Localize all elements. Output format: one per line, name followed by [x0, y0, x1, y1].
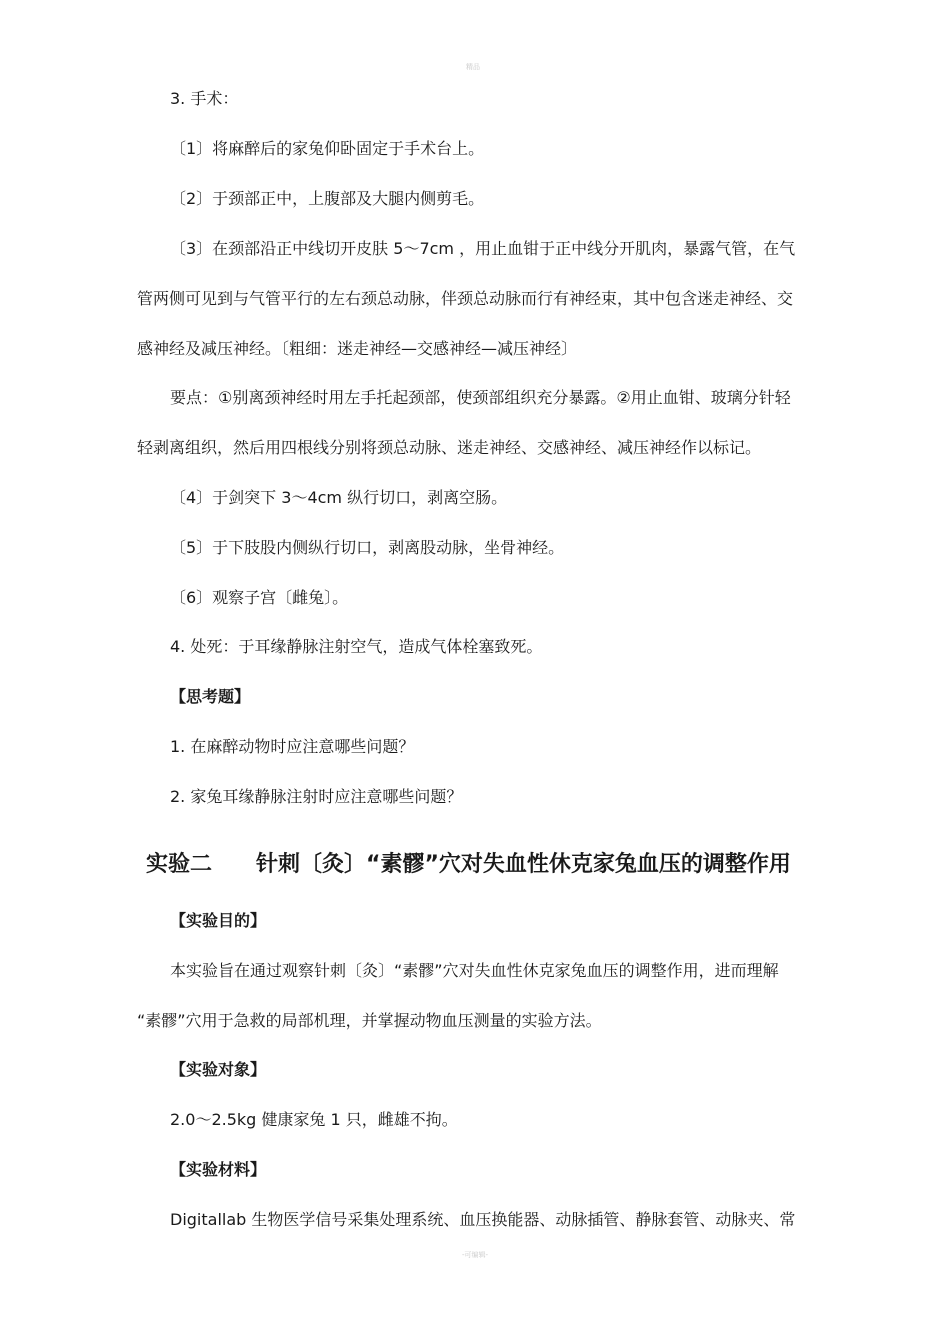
purpose-line-1: 本实验旨在通过观察针刺〔灸〕“素髎”穴对失血性休克家兔血压的调整作用，进而理解	[170, 961, 779, 980]
header-watermark: 精品	[466, 63, 480, 71]
key-points-line-2: 轻剥离组织，然后用四根线分别将颈总动脉、迷走神经、交感神经、减压神经作以标记。	[137, 438, 762, 457]
subject-text: 2.0～2.5kg 健康家兔 1 只，雌雄不拘。	[170, 1110, 458, 1129]
section-4-text: 4. 处死：于耳缘静脉注射空气，造成气体栓塞致死。	[170, 637, 543, 656]
materials-text: Digitallab 生物医学信号采集处理系统、血压换能器、动脉插管、静脉套管、动脉夹、常	[170, 1210, 796, 1229]
step-4-text: 〔4〕于剑突下 3～4cm 纵行切口，剥离空肠。	[170, 488, 508, 507]
step-6-text: 〔6〕观察子宫〔雌兔〕。	[170, 588, 349, 607]
experiment-title-text: 针刺〔灸〕“素髎”穴对失血性休克家兔血压的调整作用	[256, 852, 791, 877]
materials-heading: 【实验材料】	[170, 1160, 267, 1179]
footer-watermark: -可编辑-	[462, 1251, 489, 1259]
question-1: 1. 在麻醉动物时应注意哪些问题？	[170, 737, 415, 756]
step-3-line-1: 〔3〕在颈部沿正中线切开皮肤 5～7cm ，用止血钳于正中线分开肌肉，暴露气管，在气	[170, 239, 796, 258]
questions-heading: 【思考题】	[170, 687, 251, 706]
step-3-line-2: 管两侧可见到与气管平行的左右颈总动脉，伴颈总动脉而行有神经束，其中包含迷走神经、交	[137, 289, 794, 308]
experiment-title	[146, 850, 791, 880]
step-1-text: 〔1〕将麻醉后的家兔仰卧固定于手术台上。	[170, 139, 485, 158]
subject-heading: 【实验对象】	[170, 1060, 267, 1079]
step-5-text: 〔5〕于下肢股内侧纵行切口，剥离股动脉，坐骨神经。	[170, 538, 565, 557]
experiment-number: 实验二	[146, 852, 213, 877]
purpose-heading: 【实验目的】	[170, 911, 267, 930]
purpose-line-2: “素髎”穴用于急救的局部机理，并掌握动物血压测量的实验方法。	[137, 1011, 602, 1030]
question-2: 2. 家兔耳缘静脉注射时应注意哪些问题？	[170, 787, 463, 806]
step-3-line-3: 感神经及减压神经。〔粗细：迷走神经—交感神经—减压神经〕	[137, 339, 578, 358]
section-3-heading: 3. 手术：	[170, 89, 239, 108]
key-points-line-1: 要点：①别离颈神经时用左手托起颈部，使颈部组织充分暴露。②用止血钳、玻璃分针轻	[170, 388, 791, 407]
step-2-text: 〔2〕于颈部正中，上腹部及大腿内侧剪毛。	[170, 189, 485, 208]
